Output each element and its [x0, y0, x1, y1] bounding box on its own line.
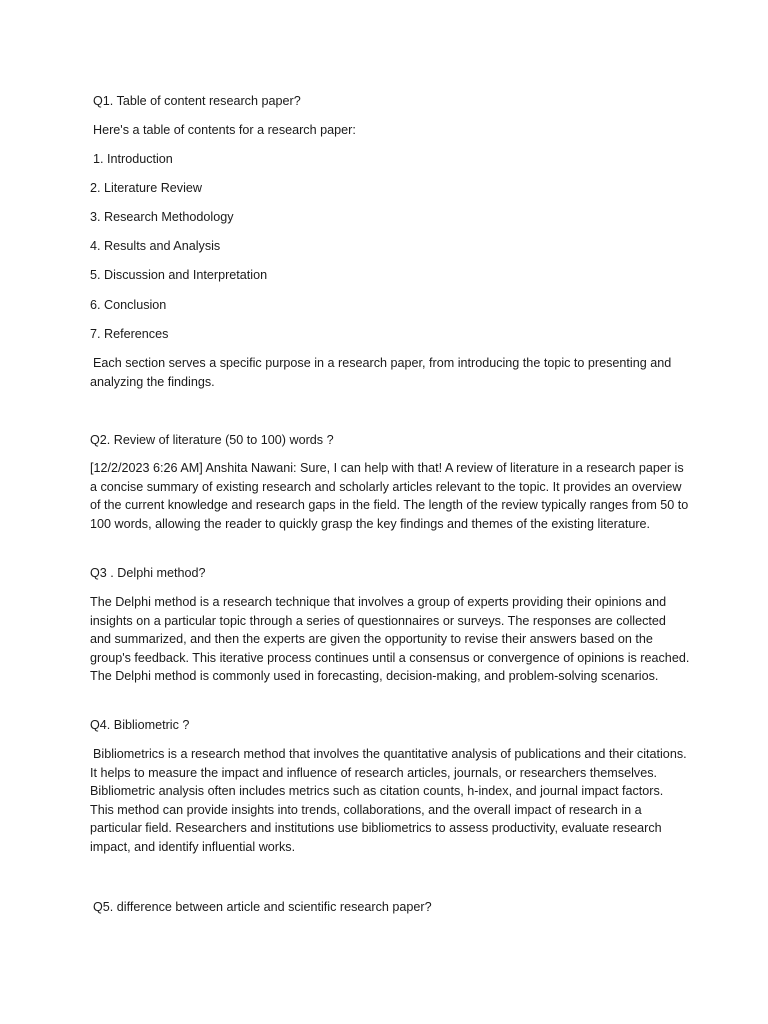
toc-item: 2. Literature Review: [90, 181, 202, 195]
question-4-answer: Bibliometrics is a research method that involves the quantitative analysis of publications and their citations. It helps to measure the impact and influence of research articles, journals, or researchers themselves. Bibliometric analysis often includes metrics such as citation counts, h-index, and journal impact factors. This method can provide insights into trends, collaborations, and the overall impact of research in a particular field. Researchers and institutions use bibliometrics to assess productivity, evaluate research impact, and identify influential works.: [90, 747, 687, 854]
toc-item: 5. Discussion and Interpretation: [90, 268, 268, 282]
question-1-heading: Q1. Table of content research paper?: [93, 94, 301, 108]
question-4-heading: Q4. Bibliometric ?: [90, 718, 190, 732]
question-1-answer: Each section serves a specific purpose in a research paper, from introducing the topic to presenting and analyzing the findings.: [90, 356, 672, 389]
toc-item: 1. Introduction: [93, 152, 173, 166]
question-2-answer: [12/2/2023 6:26 AM] Anshita Nawani: Sure, I can help with that! A review of literature in a research paper is a concise summary of existing research and scholarly articles relevant to the topic. It provides an overview of the current knowledge and research gaps in the field. The length of the review typically ranges from 50 to 100 words, allowing the reader to quickly grasp the key findings and themes of the existing literature.: [90, 461, 689, 531]
question-1-intro: Here's a table of contents for a research paper:: [93, 123, 356, 137]
question-2-heading: Q2. Review of literature (50 to 100) words ?: [90, 433, 334, 447]
toc-item: 6. Conclusion: [90, 298, 167, 312]
question-5-heading: Q5. difference between article and scientific research paper?: [93, 900, 432, 914]
toc-item: 3. Research Methodology: [90, 210, 234, 224]
toc-item: 4. Results and Analysis: [90, 239, 221, 253]
question-3-heading: Q3 . Delphi method?: [90, 566, 206, 580]
toc-item: 7. References: [90, 327, 169, 341]
question-3-answer: The Delphi method is a research technique that involves a group of experts providing their opinions and insights on a particular topic through a series of questionnaires or surveys. The responses are collected and summarized, and then the experts are given the opportunity to revise their answers based on the group's feedback. This iterative process continues until a consensus or convergence of opinions is reached. The Delphi method is commonly used in forecasting, decision-making, and problem-solving scenarios.: [90, 595, 690, 684]
